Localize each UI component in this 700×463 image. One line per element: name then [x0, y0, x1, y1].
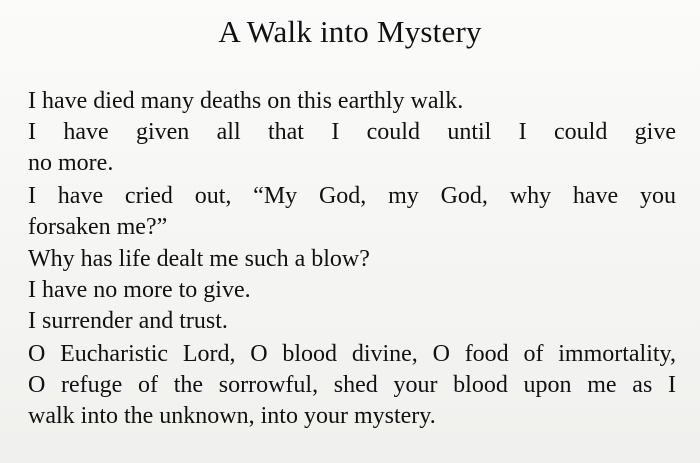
poem-line-7: I have no more to give. — [28, 277, 251, 303]
poem-line-3: no more. — [28, 150, 114, 176]
poem-line-6: Why has life dealt me such a blow? — [28, 246, 370, 272]
poem-line-5: forsaken me?” — [28, 214, 168, 240]
poem-line-9: O Eucharistic Lord, O blood divine, O food of immortality, — [28, 341, 676, 367]
poem-line-1: I have died many deaths on this earthly walk. — [28, 88, 464, 114]
poem-line-4: I have cried out, “My God, my God, why have you — [28, 183, 676, 209]
poem-title: A Walk into Mystery — [218, 14, 482, 49]
poem-line-10: O refuge of the sorrowful, shed your blood upon me as I — [28, 372, 676, 398]
poem-line-11: walk into the unknown, into your mystery. — [28, 403, 436, 429]
poem-line-2: I have given all that I could until I could give — [28, 119, 676, 145]
poem-line-8: I surrender and trust. — [28, 308, 228, 334]
